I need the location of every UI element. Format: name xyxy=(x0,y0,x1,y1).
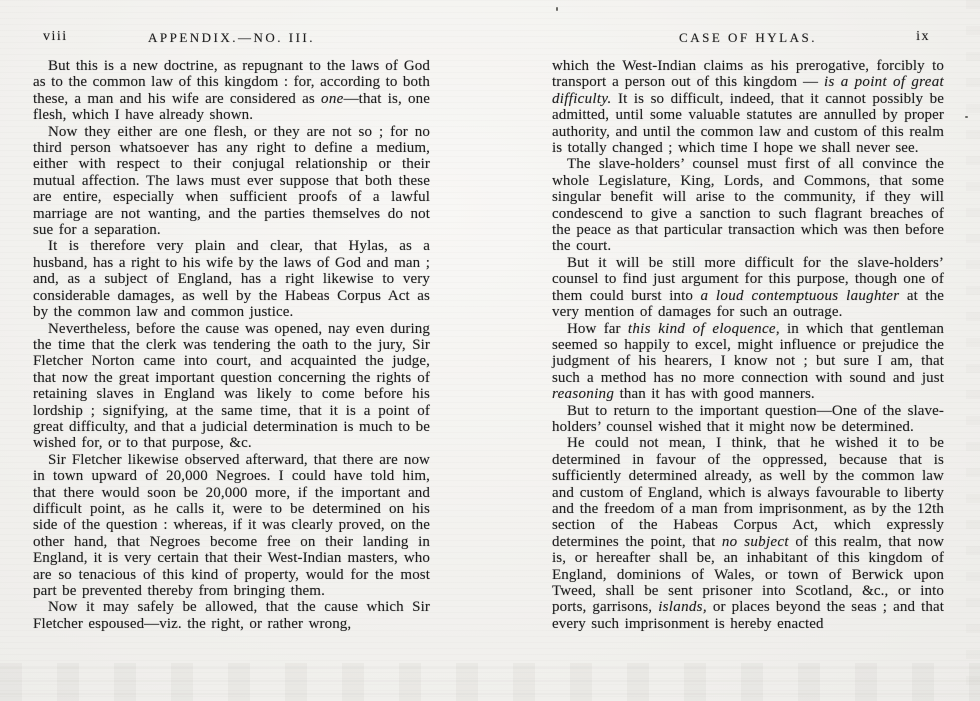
page-right-header xyxy=(552,30,944,48)
page-right-body xyxy=(552,58,944,632)
paragraph: The slave-holders’ counsel must first of all convince the whole Legislature, King, Lords, and Commons, that some singular benefit will arise to the community, if they will condescend to give a sanction to such flagrant breaches of the peace as that particular transaction which was then before the court. xyxy=(552,156,944,255)
page-left xyxy=(33,30,430,632)
paragraph: which the West-Indian claims as his prerogative, forcibly to transport a person out of this kingdom — is a point of great difficulty. It is so difficult, indeed, that it cannot possibly be admitted, until some valuable statutes are annulled by proper authority, and until the common law and custom of this realm is totally changed ; which time I hope we shall never see. xyxy=(552,58,944,157)
page-number-left: viii xyxy=(43,29,68,44)
page-number-right: ix xyxy=(916,29,930,44)
scan-noise-bottom xyxy=(0,663,980,701)
page-right xyxy=(552,30,944,632)
paragraph: Now it may safely be allowed, that the cause which Sir Fletcher espoused—viz. the right, or rather wrong, xyxy=(33,599,430,632)
scan-speck xyxy=(965,116,968,118)
paragraph: He could not mean, I think, that he wished it to be determined in favour of the oppressed, because that is sufficiently determined already, as well by the common law and custom of England, which is always favourable to liberty and the freedom of a man from imprisonment, as by the 12th section of the Habeas Corpus Act, which expressly determines the point, that no subject of this realm, that now is, or hereafter shall be, an inhabitant of this kingdom of England, dominions of Wales, or town of Berwick upon Tweed, shall be sent prisoner into Scotland, &c., or into ports, garrisons, islands, or places beyond the seas ; and that every such imprisonment is hereby enacted xyxy=(552,435,944,632)
paragraph: But this is a new doctrine, as repugnant to the laws of God as to the common law of this kingdom : for, according to both these, a man and his wife are considered as one—that is, one flesh, which I have already shown. xyxy=(33,58,430,124)
running-title-right: CASE OF HYLAS. xyxy=(679,30,817,45)
paragraph: How far this kind of eloquence, in which that gentleman seemed so happily to excel, might influence or prejudice the judgment of his hearers, I know not ; but sure I am, that such a method has no more connection with sound and just reasoning than it has with good manners. xyxy=(552,320,944,403)
paragraph: But to return to the important question—One of the slave-holders’ counsel wished that it might now be determined. xyxy=(552,402,944,435)
paragraph: But it will be still more difficult for the slave-holders’ counsel to find just argument for this purpose, though one of them could burst into a loud contemptuous laughter at the very mention of damages for such an outrage. xyxy=(552,254,944,321)
paragraph: Now they either are one flesh, or they are not so ; for no third person whatsoever has any right to define a medium, either with respect to their conjugal relationship or their mutual affection. The laws must ever suppose that both these are entire, especially when sufficient proofs of a lawful marriage are not wanting, and the parties themselves do not sue for a separation. xyxy=(33,123,430,239)
paragraph: Sir Fletcher likewise observed afterward, that there are now in town upward of 20,000 Negroes. I could have told him, that there would soon be 20,000 more, if the important and difficult point, as he calls it, were to be determined on his side of the question : whereas, if it was clearly proved, on the other hand, that Negroes become free on their landing in England, it is very certain that their West-Indian masters, who are so tenacious of this kind of property, would for the most part be prevented thereby from bringing them. xyxy=(33,451,430,599)
running-title-left: APPENDIX.—NO. III. xyxy=(147,30,316,45)
paragraph: Nevertheless, before the cause was opened, nay even during the time that the clerk was tendering the oath to the jury, Sir Fletcher Norton came into court, and acquainted the judge, that now the great important question concerning the rights of retaining slaves in England was likely to come before his lordship ; signifying, at the same time, that it is a point of great difficulty, and that a judicial determination is much to be wished for, or to that purpose, &c. xyxy=(33,320,430,452)
scan-speck xyxy=(556,7,558,11)
scan-noise-right-edge xyxy=(966,0,980,701)
page-left-header xyxy=(33,30,430,48)
paragraph: It is therefore very plain and clear, that Hylas, as a husband, has a right to his wife by the laws of God and man ; and, as a subject of England, has a right likewise to very considerable damages, as well by the Habeas Corpus Act as by the common law and common justice. xyxy=(33,238,430,321)
page-left-body xyxy=(33,58,430,632)
